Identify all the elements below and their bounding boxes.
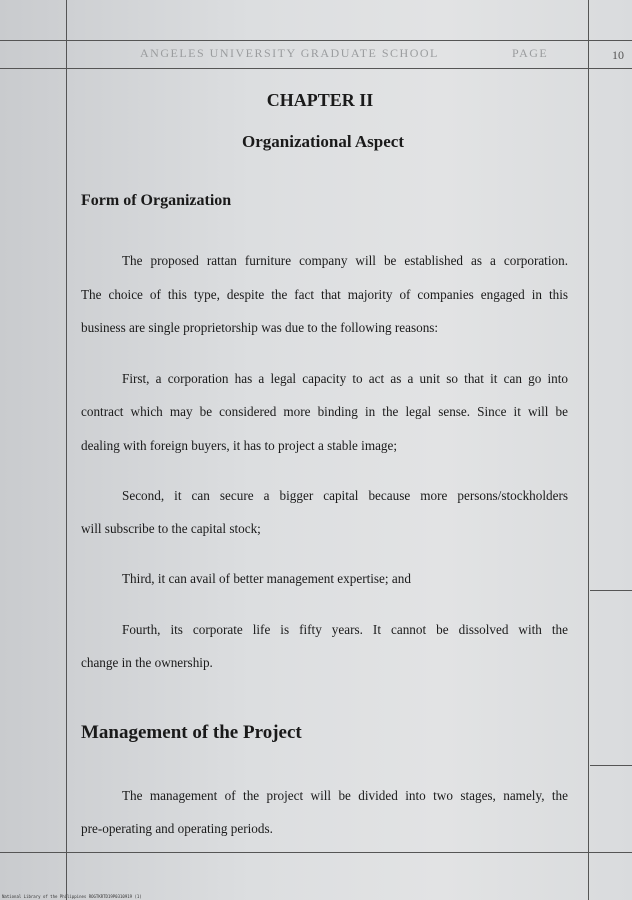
chapter-title: CHAPTER II: [266, 90, 374, 110]
header-bottom-rule: [0, 68, 632, 69]
paragraph-line: First, a corporation has a legal capacity to act as a unit so that it can go into: [122, 371, 568, 386]
paragraph-line: Fourth, its corporate life is fifty years. It cannot be dissolved with the: [122, 622, 568, 637]
paragraph-line: Second, it can secure a bigger capital because more persons/stockholders: [122, 488, 568, 503]
paragraph-line: business are single proprietorship was due to the following reasons:: [81, 320, 439, 335]
paragraph-line: Third, it can avail of better management expertise; and: [122, 571, 411, 586]
side-rule-1: [590, 590, 632, 591]
paragraph-line: change in the ownership.: [81, 655, 213, 670]
page-label: PAGE: [512, 46, 549, 60]
paragraph-line: The proposed rattan furniture company will be established as a corporation.: [122, 253, 568, 268]
footer-top-rule: [0, 852, 632, 853]
archive-footer: National Library of the Philippines ROGTKRTD19P0310919 (1): [2, 894, 142, 899]
section-heading-form-of-organization: Form of Organization: [81, 192, 232, 209]
school-header: ANGELES UNIVERSITY GRADUATE SCHOOL: [140, 46, 439, 60]
page-number: 10: [612, 48, 624, 62]
paragraph-line: dealing with foreign buyers, it has to project a stable image;: [81, 438, 398, 453]
header-top-rule: [0, 40, 632, 41]
paragraph-line: contract which may be considered more binding in the legal sense. Since it will be: [81, 404, 568, 419]
chapter-subtitle: Organizational Aspect: [242, 132, 404, 151]
paragraph-line: The management of the project will be divided into two stages, namely, the: [122, 788, 568, 803]
paragraph-line: pre-operating and operating periods.: [81, 821, 273, 836]
side-rule-2: [590, 765, 632, 766]
paragraph-line: will subscribe to the capital stock;: [81, 521, 261, 536]
paragraph-line: The choice of this type, despite the fact that majority of companies engaged in this: [81, 287, 568, 302]
section-heading-management: Management of the Project: [81, 722, 302, 743]
